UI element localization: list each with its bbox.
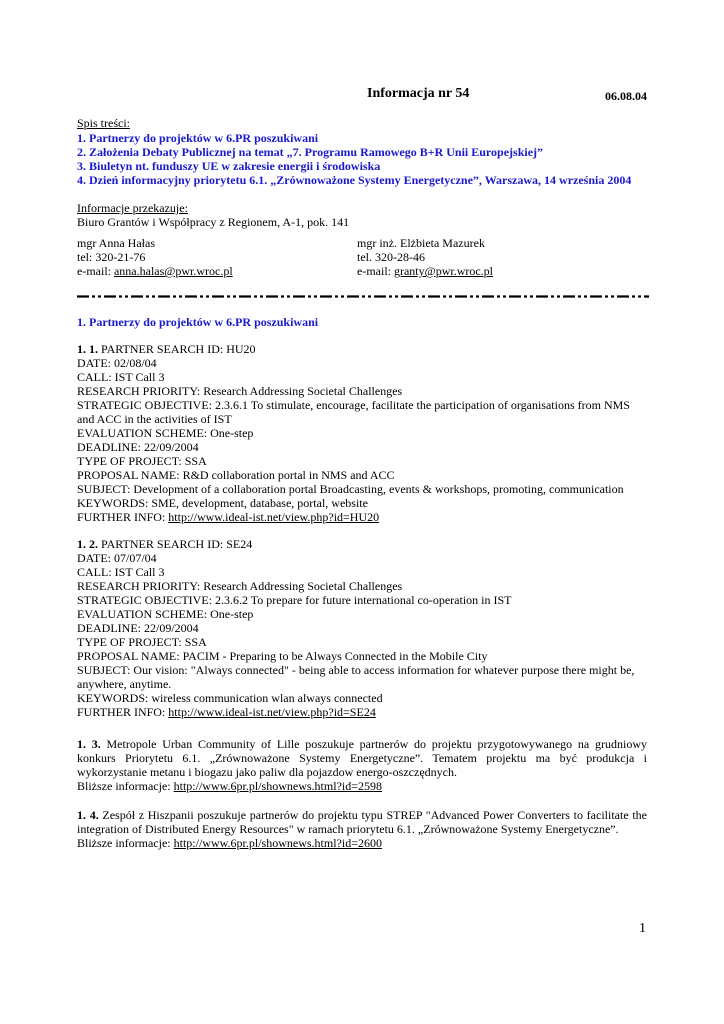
search-hu20-line: DEADLINE: 22/09/2004 — [77, 440, 199, 454]
search-hu20-line: and ACC in the activities of IST — [77, 412, 232, 426]
contact-label: Informacje przekazuje: — [77, 201, 188, 215]
search-se24-line: KEYWORDS: wireless communication wlan always connected — [77, 691, 383, 705]
toc-item-2[interactable]: 2. Założenia Debaty Publicznej na temat „7. Programu Ramowego B+R Unii Europejskiej” — [77, 145, 544, 159]
search-se24-line: EVALUATION SCHEME: One-step — [77, 607, 254, 621]
search-se24-line: DEADLINE: 22/09/2004 — [77, 621, 199, 635]
item-1-3-paragraph: 1. 3. Metropole Urban Community of Lille poszukuje partnerów do projektu przygotowywanego na grudniowy konkurs Priorytetu 6.1. „Zrównoważone Systemy Energetyczne”. Tematem projektu ma być produkcja i wykorzystanie metanu i biogazu jako paliw dla pojazdow energo-oszczędnych. — [77, 737, 648, 779]
section1-heading: 1. Partnerzy do projektów w 6.PR poszukiwani — [77, 315, 319, 329]
search-hu20-id: 1. 1. PARTNER SEARCH ID: HU20 — [77, 342, 256, 356]
search-se24-line: anywhere, anytime. — [77, 677, 172, 691]
search-se24-id: 1. 2. PARTNER SEARCH ID: SE24 — [77, 537, 253, 551]
search-hu20-link[interactable]: http://www.ideal-ist.net/view.php?id=HU20 — [168, 510, 380, 524]
search-hu20-line: STRATEGIC OBJECTIVE: 2.3.6.1 To stimulate, encourage, facilitate the participation of organisations from NMS — [77, 398, 630, 412]
toc-item-3[interactable]: 3. Biuletyn nt. funduszy UE w zakresie energii i środowiska — [77, 159, 381, 173]
search-se24-line: STRATEGIC OBJECTIVE: 2.3.6.2 To prepare for future international co-operation in IST — [77, 593, 512, 607]
search-se24-line: PROPOSAL NAME: PACIM - Preparing to be Always Connected in the Mobile City — [77, 649, 488, 663]
search-hu20-line: RESEARCH PRIORITY: Research Addressing Societal Challenges — [77, 384, 403, 398]
contact1-tel: tel: 320-21-76 — [77, 250, 146, 264]
contact-office: Biuro Grantów i Współpracy z Regionem, A-1, pok. 141 — [77, 215, 350, 229]
toc-item-4[interactable]: 4. Dzień informacyjny priorytetu 6.1. „Zrównoważone Systemy Energetyczne”, Warszawa, 14 września 2004 — [77, 173, 632, 187]
search-hu20-line: SUBJECT: Development of a collaboration portal Broadcasting, events & workshops, promoting, communication — [77, 482, 624, 496]
search-se24-line: SUBJECT: Our vision: "Always connected" - being able to access information for whatever purpose there might be, — [77, 663, 635, 677]
search-hu20-further-info: FURTHER INFO: http://www.ideal-ist.net/view.php?id=HU20 — [77, 510, 380, 524]
search-hu20-line: KEYWORDS: SME, development, database, portal, website — [77, 496, 368, 510]
search-hu20-line: DATE: 02/08/04 — [77, 356, 157, 370]
item-1-4-paragraph: 1. 4. Zespół z Hiszpanii poszukuje partnerów do projektu typu STREP "Advanced Power Converters to facilitate the integration of Distributed Energy Resources" w ramach priorytetu 6.1. „Zrównoważone Systemy Energetyczne”. — [77, 808, 647, 836]
contact2-email-link[interactable]: granty@pwr.wroc.pl — [393, 264, 494, 278]
contact1-name: mgr Anna Hałas — [77, 236, 155, 250]
search-se24-line: DATE: 07/07/04 — [77, 551, 157, 565]
search-se24-further-info: FURTHER INFO: http://www.ideal-ist.net/view.php?id=SE24 — [77, 705, 376, 719]
search-se24-link[interactable]: http://www.ideal-ist.net/view.php?id=SE24 — [168, 705, 376, 719]
search-hu20-line: EVALUATION SCHEME: One-step — [77, 426, 254, 440]
search-hu20-line: TYPE OF PROJECT: SSA — [77, 454, 207, 468]
contact1-email: e-mail: anna.halas@pwr.wroc.pl — [77, 264, 233, 278]
section-divider — [77, 295, 649, 298]
item-1-4-more-info: Bliższe informacje: http://www.6pr.pl/shownews.html?id=2600 — [77, 836, 382, 850]
page-number: 1 — [639, 921, 646, 936]
contact2-tel: tel. 320-28-46 — [357, 250, 425, 264]
item-1-4-link[interactable]: http://www.6pr.pl/shownews.html?id=2600 — [173, 836, 382, 850]
search-se24-line: CALL: IST Call 3 — [77, 565, 165, 579]
document-title: Informacja nr 54 — [367, 86, 470, 101]
contact2-email: e-mail: granty@pwr.wroc.pl — [357, 264, 494, 278]
document-date: 06.08.04 — [605, 89, 647, 103]
contact2-name: mgr inż. Elżbieta Mazurek — [357, 236, 485, 250]
toc-heading: Spis treści: — [77, 116, 130, 130]
item-1-3-link[interactable]: http://www.6pr.pl/shownews.html?id=2598 — [173, 779, 382, 793]
toc-item-1[interactable]: 1. Partnerzy do projektów w 6.PR poszukiwani — [77, 131, 319, 145]
search-se24-line: TYPE OF PROJECT: SSA — [77, 635, 207, 649]
item-1-3-more-info: Bliższe informacje: http://www.6pr.pl/shownews.html?id=2598 — [77, 779, 382, 793]
search-se24-line: RESEARCH PRIORITY: Research Addressing Societal Challenges — [77, 579, 403, 593]
search-hu20-line: PROPOSAL NAME: R&D collaboration portal in NMS and ACC — [77, 468, 395, 482]
search-hu20-line: CALL: IST Call 3 — [77, 370, 165, 384]
contact1-email-link[interactable]: anna.halas@pwr.wroc.pl — [113, 264, 233, 278]
